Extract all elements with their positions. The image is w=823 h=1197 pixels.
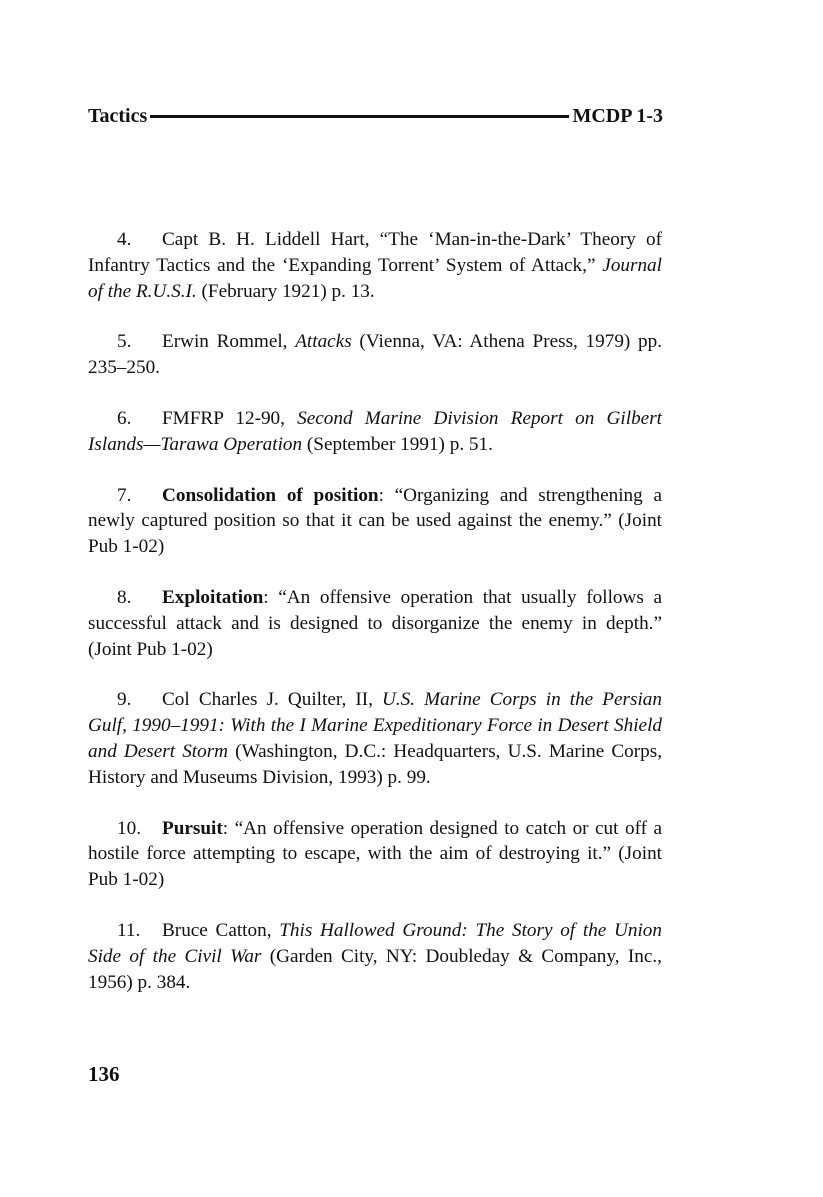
note-citation: (Washington, D.C.: Headquarters, U.S. Marine Corps, History and Museums Division, 1993) p. 99.	[88, 740, 663, 788]
note-text: Erwin Rommel,	[162, 331, 296, 353]
note-term: Exploitation	[162, 586, 264, 608]
note-title: Attacks	[295, 331, 352, 353]
note-number: 7.	[117, 484, 132, 506]
note-citation: (Vienna, VA: Athena Press, 1979) pp. 235–250.	[88, 331, 662, 379]
header-title: Tactics	[88, 104, 148, 127]
note-text: Col Charles J. Quilter, II,	[162, 689, 383, 711]
endnote-11	[88, 918, 662, 995]
note-citation: (September 1991) p. 51.	[302, 433, 493, 455]
header-publication: MCDP 1-3	[572, 104, 663, 127]
note-number: 5.	[117, 331, 132, 353]
note-title: Journal of the R.U.S.I.	[88, 254, 662, 302]
note-number: 10.	[117, 817, 141, 839]
note-term: Consolidation of position	[162, 484, 379, 506]
note-title: This Hallowed Ground: The Story of the Union Side of the Civil War	[88, 919, 662, 967]
note-number: 9.	[117, 689, 132, 711]
endnote-9	[88, 687, 662, 790]
endnote-7	[88, 483, 662, 560]
page-number: 136	[88, 1062, 120, 1086]
note-text: Bruce Catton,	[162, 919, 280, 941]
endnote-10	[88, 816, 662, 893]
header-rule	[150, 115, 569, 118]
note-title: Second Marine Division Report on Gilbert Islands—Tarawa Operation	[88, 407, 662, 455]
note-term: Pursuit	[162, 817, 223, 839]
note-number: 8.	[117, 586, 132, 608]
note-citation: (Garden City, NY: Doubleday & Company, Inc., 1956) p. 384.	[88, 945, 662, 993]
endnote-5	[88, 329, 662, 381]
note-number: 4.	[117, 229, 132, 250]
note-number: 11.	[117, 919, 141, 941]
endnote-4	[88, 227, 662, 304]
endnote-8	[88, 585, 662, 662]
note-number: 6.	[117, 407, 132, 429]
running-header	[88, 103, 663, 129]
note-definition: : “An offensive operation designed to catch or cut off a hostile force attempting to escape, with the aim of destroying it.” (Joint Pub 1-02)	[88, 817, 662, 891]
note-text: Capt B. H. Liddell Hart, “The ‘Man-in-the-Dark’ Theory of Infantry Tactics and the ‘Expanding Torrent’ System of Attack,”	[88, 229, 662, 276]
note-definition: : “Organizing and strengthening a newly captured position so that it can be used against the enemy.” (Joint Pub 1-02)	[88, 484, 662, 558]
note-citation: (February 1921) p. 13.	[196, 280, 375, 302]
endnote-6	[88, 406, 662, 458]
note-definition: : “An offensive operation that usually follows a successful attack and is designed to disorganize the enemy in depth.” (Joint Pub 1-02)	[88, 586, 662, 660]
endnotes-list	[88, 227, 662, 1020]
note-text: FMFRP 12-90,	[162, 407, 298, 429]
note-title: U.S. Marine Corps in the Persian Gulf, 1990–1991: With the I Marine Expeditionary Force in Desert Shield and Desert Storm	[88, 689, 662, 762]
